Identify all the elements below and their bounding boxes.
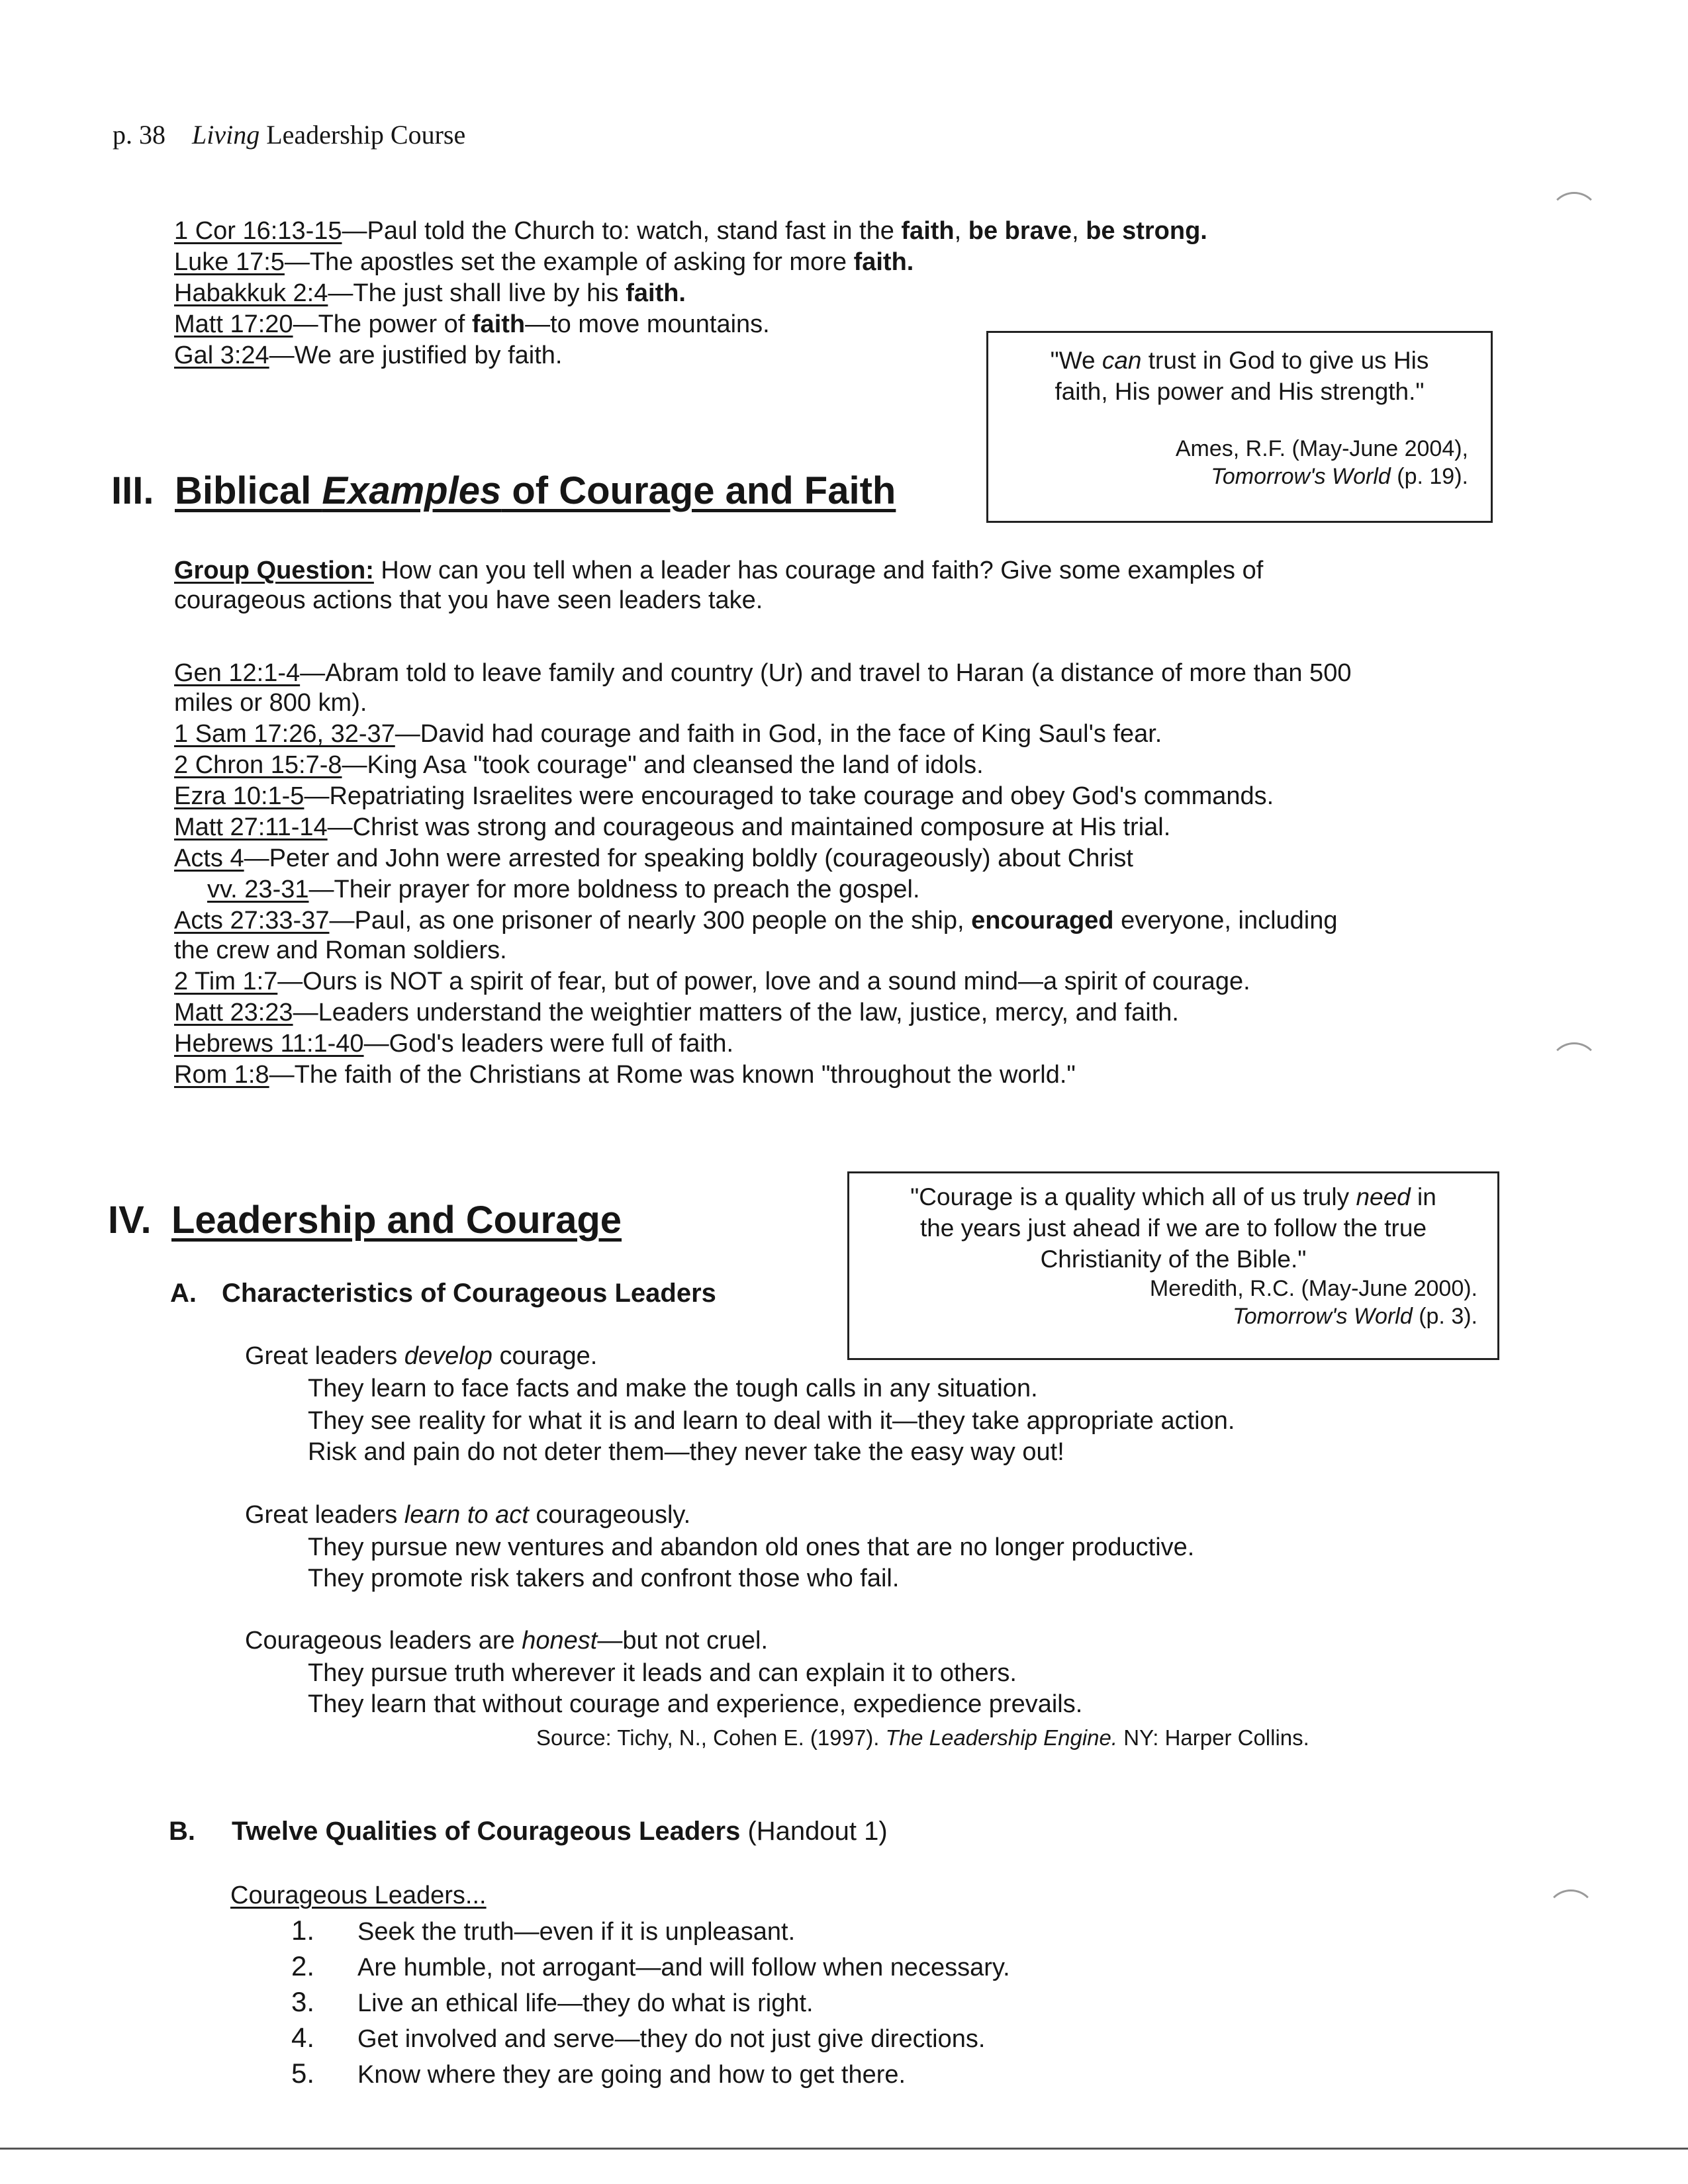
- ref-line: 1 Sam 17:26, 32-37—David had courage and faith in God, in the face of King Saul's fear.: [174, 720, 1162, 748]
- scripture-ref: Matt 23:23: [174, 999, 293, 1026]
- section-title: Leadership and Courage: [171, 1199, 622, 1242]
- ref-line: Matt 23:23—Leaders understand the weightier matters of the law, justice, mercy, and faith.: [174, 999, 1179, 1026]
- source-citation: Source: Tichy, N., Cohen E. (1997). The Leadership Engine. NY: Harper Collins.: [536, 1725, 1309, 1750]
- ref-line: Gal 3:24—We are justified by faith.: [174, 341, 563, 369]
- list-label: Courageous Leaders...: [230, 1882, 487, 1909]
- scripture-ref: Matt 27:11-14: [174, 813, 328, 841]
- ref-line: 2 Chron 15:7-8—King Asa "took courage" and cleansed the land of idols.: [174, 751, 984, 779]
- characteristic-item: They promote risk takers and confront those who fail.: [308, 1565, 900, 1592]
- page-number: p. 38: [113, 120, 165, 150]
- characteristic-item: They learn that without courage and experience, expedience prevails.: [308, 1690, 1083, 1718]
- subsection-heading-b: B. Twelve Qualities of Courageous Leaders (Handout 1): [169, 1817, 888, 1846]
- quote-text-line3: Christianity of the Bible.": [1040, 1246, 1307, 1273]
- hole-punch-mark: [1546, 1889, 1596, 1940]
- characteristic-item: Risk and pain do not deter them—they never take the easy way out!: [308, 1438, 1064, 1466]
- list-item: 1. Seek the truth—even if it is unpleasant.: [291, 1915, 796, 1946]
- scripture-ref: 1 Sam 17:26, 32-37: [174, 720, 395, 748]
- group-question: Group Question: How can you tell when a leader has courage and faith? Give some examples of: [174, 557, 1264, 584]
- scripture-ref: Gen 12:1-4: [174, 659, 301, 687]
- ref-line: Rom 1:8—The faith of the Christians at Rome was known "throughout the world.": [174, 1061, 1076, 1089]
- scripture-ref: 2 Chron 15:7-8: [174, 751, 342, 779]
- ref-line: Hebrews 11:1-40—God's leaders were full of faith.: [174, 1030, 734, 1058]
- ref-line: Gen 12:1-4—Abram told to leave family and country (Ur) and travel to Haran (a distance of more than 500: [174, 659, 1352, 687]
- scripture-ref: Acts 27:33-37: [174, 907, 330, 934]
- list-item: 3. Live an ethical life—they do what is right.: [291, 1986, 814, 2017]
- scripture-ref: Habakkuk 2:4: [174, 279, 328, 307]
- scripture-ref: Luke 17:5: [174, 248, 285, 276]
- scripture-ref: Matt 17:20: [174, 310, 293, 338]
- quote-text-line2: faith, His power and His strength.": [1055, 378, 1425, 405]
- list-item: 4. Get involved and serve—they do not just give directions.: [291, 2022, 986, 2053]
- characteristic-lead: Courageous leaders are honest—but not cruel.: [245, 1627, 769, 1655]
- section-numeral: IV.: [108, 1199, 152, 1242]
- hole-punch-mark: [1549, 192, 1599, 242]
- section-heading-iii: [111, 469, 896, 513]
- scripture-ref: Hebrews 11:1-40: [174, 1030, 364, 1058]
- scripture-ref: vv. 23-31: [207, 876, 309, 903]
- section-heading-iv: [108, 1198, 622, 1242]
- quote-citation-source: Tomorrow's World (p. 3).: [1233, 1304, 1477, 1329]
- scripture-ref: Gal 3:24: [174, 341, 269, 369]
- quote-citation-source: Tomorrow's World (p. 19).: [1211, 464, 1468, 489]
- ref-line: 1 Cor 16:13-15—Paul told the Church to: watch, stand fast in the faith, be brave, be strong.: [174, 217, 1207, 245]
- section-title: Biblical Examples of Courage and Faith: [175, 469, 896, 512]
- page-header: [113, 119, 465, 150]
- ref-line: Luke 17:5—The apostles set the example of asking for more faith.: [174, 248, 914, 276]
- characteristic-item: They pursue new ventures and abandon old ones that are no longer productive.: [308, 1533, 1195, 1561]
- quote-text-line2: the years just ahead if we are to follow the true: [919, 1214, 1427, 1242]
- hole-punch-mark: [1549, 1042, 1599, 1093]
- list-item: 2. Are humble, not arrogant—and will follow when necessary.: [291, 1950, 1010, 1981]
- ref-line: Ezra 10:1-5—Repatriating Israelites were encouraged to take courage and obey God's commands.: [174, 782, 1274, 810]
- ref-line: Acts 27:33-37—Paul, as one prisoner of nearly 300 people on the ship, encouraged everyone, including: [174, 907, 1338, 934]
- quote-text: "We can trust in God to give us His: [1050, 347, 1429, 374]
- ref-line: Acts 4—Peter and John were arrested for speaking boldly (courageously) about Christ: [174, 844, 1133, 872]
- quote-box-meredith: [847, 1171, 1499, 1360]
- group-question-line2: courageous actions that you have seen leaders take.: [174, 586, 763, 614]
- ref-line: Habakkuk 2:4—The just shall live by his faith.: [174, 279, 686, 307]
- scripture-ref: Rom 1:8: [174, 1061, 269, 1089]
- ref-line-cont: the crew and Roman soldiers.: [174, 936, 507, 964]
- course-title-italic: Living: [192, 120, 260, 150]
- scripture-ref: 2 Tim 1:7: [174, 968, 278, 995]
- ref-line: vv. 23-31—Their prayer for more boldness to preach the gospel.: [207, 876, 920, 903]
- characteristic-item: They see reality for what it is and learn to deal with it—they take appropriate action.: [308, 1407, 1235, 1435]
- list-item: 5. Know where they are going and how to get there.: [291, 2058, 906, 2089]
- characteristic-lead: Great leaders develop courage.: [245, 1342, 598, 1370]
- characteristic-lead: Great leaders learn to act courageously.: [245, 1501, 691, 1529]
- group-question-label: Group Question:: [174, 557, 374, 584]
- ref-line: Matt 17:20—The power of faith—to move mountains.: [174, 310, 770, 338]
- characteristic-item: They pursue truth wherever it leads and can explain it to others.: [308, 1659, 1017, 1687]
- section-numeral: III.: [111, 469, 154, 512]
- scripture-ref: Acts 4: [174, 844, 244, 872]
- scripture-ref: Ezra 10:1-5: [174, 782, 305, 810]
- quote-citation: Meredith, R.C. (May-June 2000).: [1149, 1276, 1477, 1301]
- quote-text: "Courage is a quality which all of us truly need in: [910, 1183, 1436, 1210]
- ref-line: Matt 27:11-14—Christ was strong and courageous and maintained composure at His trial.: [174, 813, 1171, 841]
- ref-line: 2 Tim 1:7—Ours is NOT a spirit of fear, but of power, love and a sound mind—a spirit of courage.: [174, 968, 1250, 995]
- ref-line-cont: miles or 800 km).: [174, 689, 367, 717]
- characteristic-item: They learn to face facts and make the tough calls in any situation.: [308, 1375, 1038, 1402]
- quote-box-ames: [986, 331, 1493, 523]
- course-title: Leadership Course: [266, 120, 466, 150]
- scripture-ref: 1 Cor 16:13-15: [174, 217, 342, 245]
- subsection-heading-a: A. Characteristics of Courageous Leaders: [170, 1279, 716, 1308]
- quote-citation: Ames, R.F. (May-June 2004),: [1175, 436, 1468, 461]
- page-bottom-rule: [0, 2148, 1688, 2150]
